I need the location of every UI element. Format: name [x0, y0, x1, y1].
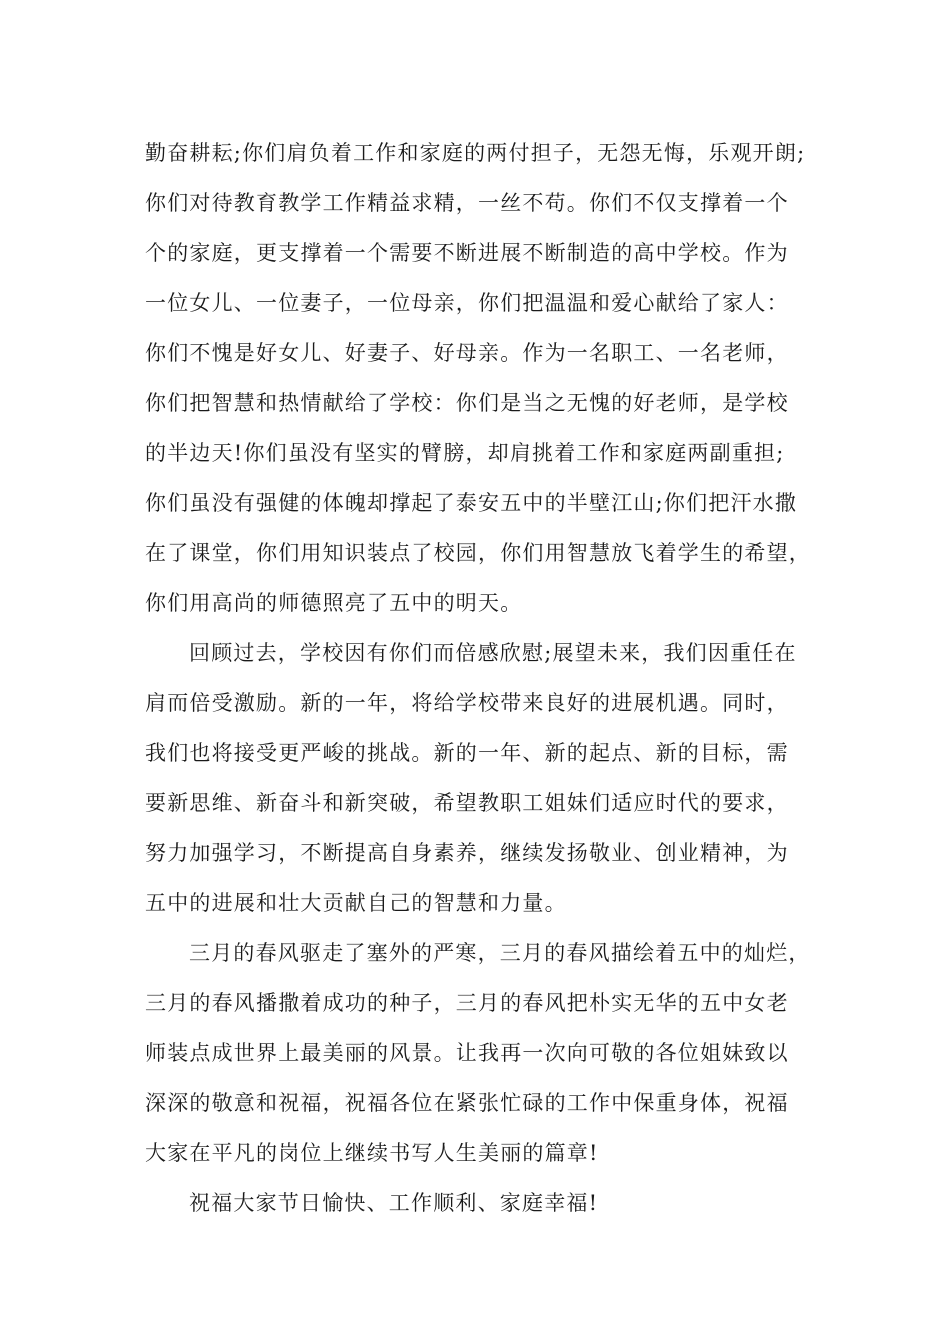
text-line: 要新思维、新奋斗和新突破，希望教职工姐妹们适应时代的要求， [145, 791, 789, 815]
text-line: 师装点成世界上最美丽的风景。让我再一次向可敬的各位姐妹致以 [145, 1041, 789, 1065]
text-line: 努力加强学习，不断提高自身素养，继续发扬敬业、创业精神，为 [145, 841, 789, 865]
text-line: 三月的春风驱走了塞外的严寒，三月的春风描绘着五中的灿烂， [189, 941, 811, 965]
text-line: 回顾过去，学校因有你们而倍感欣慰;展望未来，我们因重任在 [189, 641, 797, 665]
text-line: 你们把智慧和热情献给了学校：你们是当之无愧的好老师，是学校 [145, 391, 789, 415]
document-body [145, 128, 825, 1228]
paragraph-continuation [145, 128, 825, 628]
text-line: 你们不愧是好女儿、好妻子、好母亲。作为一名职工、一名老师， [145, 341, 789, 365]
text-line: 在了课堂，你们用知识装点了校园，你们用智慧放飞着学生的希望， [145, 541, 811, 565]
text-line: 大家在平凡的岗位上继续书写人生美丽的篇章! [145, 1141, 599, 1165]
text-line: 祝福大家节日愉快、工作顺利、家庭幸福! [189, 1191, 599, 1215]
text-line: 五中的进展和壮大贡献自己的智慧和力量。 [145, 891, 567, 915]
text-line: 一位女儿、一位妻子，一位母亲，你们把温温和爱心献给了家人： [145, 291, 789, 315]
text-line: 三月的春风播撒着成功的种子，三月的春风把朴实无华的五中女老 [145, 991, 789, 1015]
text-line: 你们虽没有强健的体魄却撑起了泰安五中的半壁江山;你们把汗水撒 [145, 491, 798, 515]
text-line: 的半边天!你们虽没有坚实的臂膀，却肩挑着工作和家庭两副重担; [145, 441, 785, 465]
text-line: 深深的敬意和祝福，祝福各位在紧张忙碌的工作中保重身体，祝福 [145, 1091, 789, 1115]
text-line: 勤奋耕耘;你们肩负着工作和家庭的两付担子，无怨无悔，乐观开朗; [145, 141, 806, 165]
text-line: 你们对待教育教学工作精益求精，一丝不苟。你们不仅支撑着一个 [145, 191, 789, 215]
paragraph-spring-wind [145, 928, 825, 1178]
paragraph-review-outlook [145, 628, 825, 928]
text-line: 个的家庭，更支撑着一个需要不断进展不断制造的高中学校。作为 [145, 241, 789, 265]
text-line: 肩而倍受激励。新的一年，将给学校带来良好的进展机遇。同时， [145, 691, 789, 715]
text-line: 我们也将接受更严峻的挑战。新的一年、新的起点、新的目标，需 [145, 741, 789, 765]
text-line: 你们用高尚的师德照亮了五中的明天。 [145, 591, 523, 615]
paragraph-closing-wishes [145, 1178, 825, 1228]
